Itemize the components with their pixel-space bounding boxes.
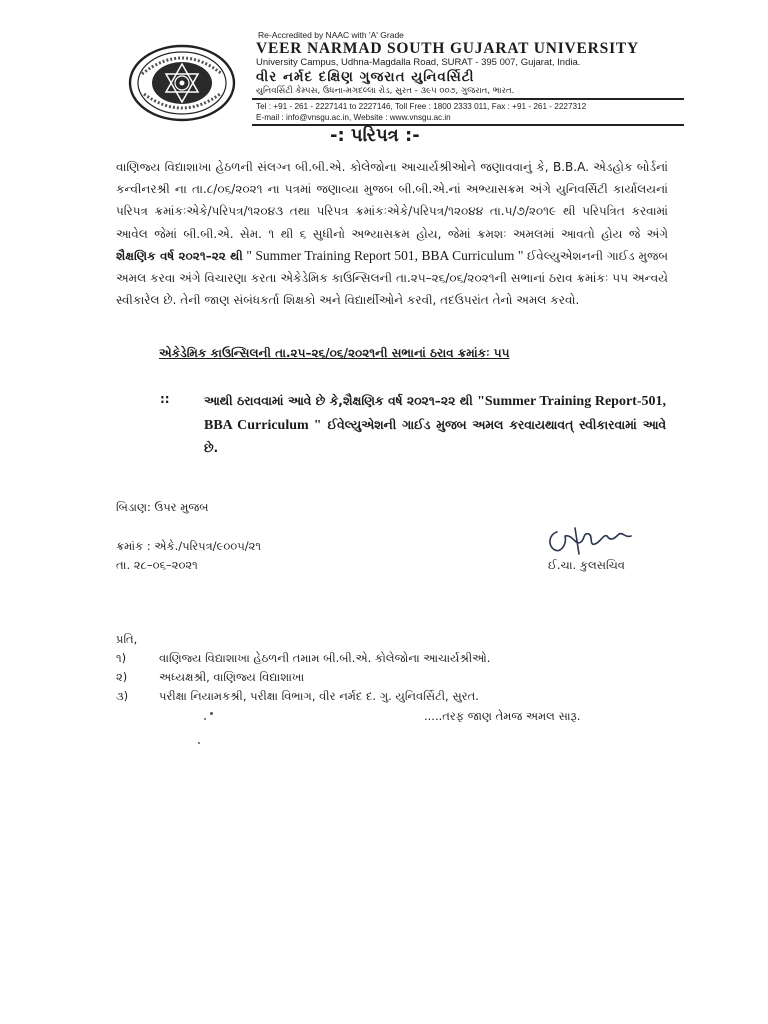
body-course-title: " Summer Training Report 501, BBA Curriculum " <box>242 247 527 263</box>
resolution-text-part2: ઈવેલ્યુએશની ગાઈડ મુજબ અમલ કરવાયથાવત્ સ્વીકારવામાં આવે છે. <box>204 417 667 455</box>
resolution-text <box>204 390 666 460</box>
resolution-course-title: "Summer Training Report-501, BBA Curriculum " <box>204 394 666 433</box>
contact-info <box>256 101 688 123</box>
email-website-line: E-mail : info@vnsgu.ac.in, Website : www.vnsgu.ac.in <box>256 113 451 122</box>
resolution-marker: :: <box>160 392 170 406</box>
scan-speck <box>210 712 213 715</box>
distribution-item: વાણિજ્ય વિદ્યાશાખા હેઠળની તમામ બી.બી.એ. કોલેજોના આચાર્યશ્રીઓ. <box>159 651 491 665</box>
signature-icon <box>545 524 637 558</box>
body-academic-year: શૈક્ષણિક વર્ષ ૨૦૨૧–૨૨ થી <box>116 248 243 263</box>
address-gujarati: યુનિવર્સિટી કેમ્પસ, ઉધના-મગદલ્લા રોડ, સુરત - ૩૯૫ ૦૦૭, ગુજરાત, ભારત. <box>256 86 515 96</box>
scan-speck <box>204 718 206 720</box>
circular-date: તા. ૨૮–૦૬–૨૦૨૧ <box>116 558 198 572</box>
letterhead <box>256 30 686 97</box>
distribution-footer: .....તરફ જાણ તેમજ અમલ સારૂ. <box>424 709 581 723</box>
body-text-part1: વાણિજ્ય વિદ્યાશાખા હેઠળની સંલગ્ન બી.બી.એ. કોલેજોના આચાર્યશ્રીઓને જણાવવાનું કે, B.B.A. એડહોક બોર્ડનાં કન્વીનરશ્રી ના તા.૮/૦૬/૨૦૨૧ ના પત્રમાં જણાવ્યા મુજબ બી.બી.એ.નાં અભ્યાસક્રમ અંગે યુનિવર્સિટી કાર્યાલયનાં પરિપત્ર ક્રમાંકઃએકે/પરિપત્ર/૧૨૦૪૩ તથા પરિપત્ર ક્રમાંકઃએકે/પરિપત્ર/૧૨૦૪૪ તા.૫/૭/૨૦૧૯ થી પરિપત્રિત કરવામાં આવેલ જેમાં બી.બી.એ. સેમ. ૧ થી ૬ સુધીનો અભ્યાસક્રમ હોય, જેમાં ક્રમશઃ અમલમાં આવતો હોય જે અંગે <box>116 160 668 241</box>
resolution-heading: એકેડેમિક કાઉન્સિલની તા.૨૫–૨૬/૦૬/૨૦૨૧ની સભાનાં ઠરાવ ક્રમાંકઃ ૫૫ <box>159 346 510 360</box>
distribution-item-number: ૩) <box>116 689 129 703</box>
letterhead-divider-bottom <box>252 124 684 126</box>
distribution-item-number: ૨) <box>116 670 128 684</box>
distribution-item-number: ૧) <box>116 651 127 665</box>
distribution-heading: પ્રતિ, <box>116 632 138 646</box>
circular-body <box>116 156 668 311</box>
signatory-title: ઈ.ચા. કુલસચિવ <box>548 558 625 572</box>
letterhead-divider <box>252 98 684 100</box>
body-text-part2: ઈવેલ્યુએશનની ગાઈડ મુજબ અમલ કરવા અંગે વિચારણા કરતા એકેડેમિક કાઉન્સિલની તા.૨૫–૨૬/૦૬/૨૦૨૧ની સભાનાં ઠરાવ ક્રમાંકઃ ૫૫ અન્વયે સ્વીકારેલ છે. તેની જાણ સંબંધકર્તા શિક્ષકો અને વિદ્યાર્થીઓને કરવી, તદઉપરાંત તેનો અમલ કરવો. <box>116 248 669 308</box>
university-seal-icon <box>128 44 236 122</box>
university-name-english: VEER NARMAD SOUTH GUJARAT UNIVERSITY <box>256 40 640 57</box>
accreditation-line: Re-Accredited by NAAC with 'A' Grade <box>258 30 404 40</box>
address-english: University Campus, Udhna-Magdalla Road, SURAT - 395 007, Gujarat, India. <box>256 57 581 68</box>
university-name-gujarati: વીર નર્મદ દક્ષિણ ગુજરાત યુનિવર્સિટી <box>256 69 475 85</box>
phone-line: Tel : +91 - 261 - 2227141 to 2227146, Toll Free : 1800 2333 011, Fax : +91 - 261 - 2227312 <box>256 102 587 111</box>
distribution-item: અધ્યક્ષશ્રી, વાણિજ્ય વિદ્યાશાખા <box>159 670 305 684</box>
distribution-item: પરીક્ષા નિયામકશ્રી, પરીક્ષા વિભાગ, વીર નર્મદ દ. ગુ. યુનિવર્સિટી, સુરત. <box>159 689 479 703</box>
resolution-text-part1: આથી ઠરાવવામાં આવે છે કે,શૈક્ષણિક વર્ષ ૨૦૨૧–૨૨ થી <box>204 394 478 408</box>
enclosure-line: બિડાણ: ઉપર મુજબ <box>116 500 209 514</box>
reference-number: ક્રમાંક : એકે./પરિપત્ર/૯૦૦૫/૨૧ <box>116 539 262 553</box>
circular-title: -: પરિપત્ર :- <box>330 125 420 146</box>
scan-speck <box>198 742 200 744</box>
